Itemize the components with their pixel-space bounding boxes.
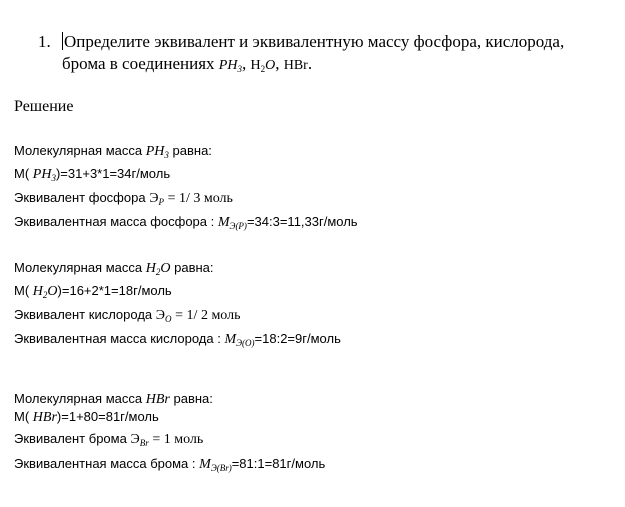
task-number: 1. [38, 32, 51, 51]
formula-hbr: HBr [145, 392, 170, 407]
formula-ph3: $PH_3$ [32, 167, 56, 183]
task-line-2: брома в соединениях $PH_3$, $H_2O$, HBr. [62, 54, 313, 74]
eq-mass-symbol: $M_{Э(P)}$ [217, 215, 247, 231]
oxy-molar-line: Молекулярная масса $H_2O$ равна: [14, 260, 214, 277]
equivalent-symbol: $Э_O$ [155, 308, 172, 324]
text-cursor [62, 32, 63, 50]
brom-eq-mass-line: Эквивалентная масса брома : $M_{Э(Br)}=81:1=81г$/моль [14, 456, 326, 473]
eq-mass-symbol: $M_{Э(O)}$ [224, 332, 255, 348]
formula-h2o: $H_2O$ [145, 261, 171, 277]
equivalent-symbol: $Э_P$ [149, 191, 164, 207]
formula-h2o: $H_2O$ [32, 284, 58, 300]
brom-equivalent-line: Эквивалент брома $Э_{Br} = 1$ моль [14, 431, 204, 448]
formula-ph3: $PH_3$ [218, 58, 242, 74]
oxy-eq-mass-line: Эквивалентная масса кислорода : $M_{Э(O)}=18:2=9г$/моль [14, 331, 341, 348]
brom-molar-line: Молекулярная масса HBr равна: [14, 391, 213, 407]
solution-heading: Решение [14, 98, 74, 115]
task-text-1: Определите эквивалент и эквивалентную массу фосфора, кислорода, [64, 32, 565, 51]
phos-equivalent-line: Эквивалент фосфора $Э_P = 1/$ 3 моль [14, 190, 233, 207]
task-line-1 [38, 32, 564, 52]
task-text-2: брома в соединениях [62, 54, 215, 73]
brom-mass-line: М( HBr)=1+80=81г/моль [14, 409, 159, 425]
formula-hbr: HBr [32, 410, 57, 425]
formula-hbr: HBr [283, 58, 308, 73]
formula-ph3: $PH_3$ [145, 144, 169, 160]
phos-molar-line: Молекулярная масса $PH_3$ равна: [14, 143, 212, 160]
equivalent-symbol: $Э_{Br}$ [130, 432, 149, 448]
oxy-equivalent-line: Эквивалент кислорода $Э_O = 1/$ 2 моль [14, 307, 241, 324]
eq-mass-symbol: $M_{Э(Br)}$ [199, 457, 232, 473]
phos-mass-line: М( $PH_3)=31+3*1=34г$/моль [14, 166, 171, 183]
phos-eq-mass-line: Эквивалентная масса фосфора : $M_{Э(P)}=34:3=11,33г$/моль [14, 214, 358, 231]
oxy-mass-line: М( $H_2O)=16+2*1=18г$/моль [14, 283, 172, 300]
formula-h2o: $H_2O$ [250, 58, 276, 74]
